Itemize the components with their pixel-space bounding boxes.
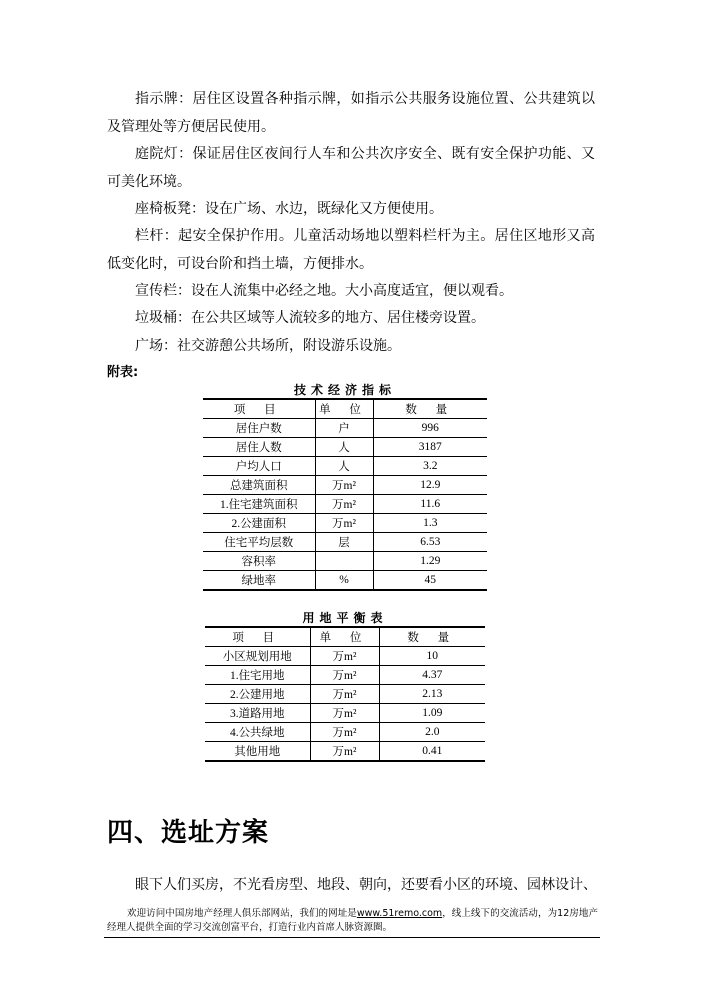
table-cell: 万m² xyxy=(310,666,379,685)
paragraph-plaza: 广场：社交游憩公共场所，附设游乐设施。 xyxy=(135,338,401,354)
table-cell: 户均人口 xyxy=(203,457,315,476)
table-cell: 6.53 xyxy=(373,533,487,552)
table-cell: 3.2 xyxy=(373,457,487,476)
footer-text-before: 欢迎访问中国房地产经理人俱乐部网站，我们的网址是 xyxy=(127,908,357,919)
table-cell: 居住户数 xyxy=(203,419,315,438)
table-row xyxy=(205,723,485,742)
table-title-land-use-balance: 用地平衡表 xyxy=(302,611,388,625)
table-cell: 绿地率 xyxy=(203,571,315,591)
table-row xyxy=(205,647,485,666)
table-row xyxy=(205,685,485,704)
table-cell: 万m² xyxy=(315,476,373,495)
footer-note xyxy=(107,907,598,935)
footer-text-after: ，线上线下的交流活动，为12房地产经理人提供全面的学习交流创富平台，打造行业内首席人脉资源圈。 xyxy=(107,908,598,933)
table-cell: 4.37 xyxy=(379,666,485,685)
table-cell: 11.6 xyxy=(373,495,487,514)
table-cell: 4.公共绿地 xyxy=(205,723,310,742)
table-header-row xyxy=(203,399,487,419)
paragraph-signage: 指示牌：居住区设置各种指示牌，如指示公共服务设施位置、公共建筑以及管理处等方便居民使用。 xyxy=(107,91,595,135)
table-row xyxy=(205,742,485,762)
table-header-cell: 数 量 xyxy=(373,399,487,419)
table-cell: 0.41 xyxy=(379,742,485,762)
section-heading: 四、选址方案 xyxy=(107,818,270,848)
table-cell: 其他用地 xyxy=(205,742,310,762)
paragraph-railings: 栏杆：起安全保护作用。儿童活动场地以塑料栏杆为主。居住区地形又高低变化时，可设台阶和挡土墙，方便排水。 xyxy=(107,228,595,272)
table-cell: 万m² xyxy=(315,495,373,514)
table-cell: 万m² xyxy=(310,742,379,762)
table-cell: 小区规划用地 xyxy=(205,647,310,666)
table-cell: 万m² xyxy=(310,723,379,742)
table-cell: 2.13 xyxy=(379,685,485,704)
table-cell: 万m² xyxy=(310,704,379,723)
table-row xyxy=(203,457,487,476)
table-header-cell: 项 目 xyxy=(205,627,310,647)
body-paragraph: 眼下人们买房，不光看房型、地段、朝向，还要看小区的环境、园林设计、 xyxy=(135,877,597,893)
paragraph-courtyard-lights: 庭院灯：保证居住区夜间行人车和公共次序安全、既有安全保护功能、又可美化环境。 xyxy=(107,146,595,190)
table-row xyxy=(203,495,487,514)
table-cell: 万m² xyxy=(310,647,379,666)
table-cell: 万m² xyxy=(310,685,379,704)
table-cell: 万m² xyxy=(315,514,373,533)
table-cell: 人 xyxy=(315,457,373,476)
appendix-label: 附表: xyxy=(107,365,139,380)
table-row xyxy=(203,514,487,533)
table-cell: 45 xyxy=(373,571,487,591)
table-row xyxy=(203,571,487,591)
table-cell: 容积率 xyxy=(203,552,315,571)
table-cell: 层 xyxy=(315,533,373,552)
table-title-economic-indicators: 技术经济指标 xyxy=(293,383,396,397)
table-cell: 居住人数 xyxy=(203,438,315,457)
table-header-cell: 单 位 xyxy=(310,627,379,647)
table-row xyxy=(205,704,485,723)
table-row xyxy=(203,419,487,438)
table-row xyxy=(203,533,487,552)
table-cell: 1.29 xyxy=(373,552,487,571)
footer-website-link[interactable]: www.51remo.com xyxy=(356,908,443,919)
table-cell: 2.公建用地 xyxy=(205,685,310,704)
table-cell: 1.09 xyxy=(379,704,485,723)
table-header-cell: 数 量 xyxy=(379,627,485,647)
table-cell: 总建筑面积 xyxy=(203,476,315,495)
table-row xyxy=(203,476,487,495)
table-cell: % xyxy=(315,571,373,591)
table-cell: 2.0 xyxy=(379,723,485,742)
table-cell: 12.9 xyxy=(373,476,487,495)
paragraph-benches: 座椅板凳：设在广场、水边，既绿化又方便使用。 xyxy=(135,201,443,217)
table-header-cell: 项 目 xyxy=(203,399,315,419)
paragraph-trash-bins: 垃圾桶：在公共区域等人流较多的地方、居住楼旁设置。 xyxy=(135,310,485,326)
table-cell: 3187 xyxy=(373,438,487,457)
table-row xyxy=(205,666,485,685)
table-row xyxy=(203,438,487,457)
land-use-balance-table xyxy=(205,626,485,762)
table-header-row xyxy=(205,627,485,647)
table-cell: 3.道路用地 xyxy=(205,704,310,723)
table-cell: 10 xyxy=(379,647,485,666)
table-cell: 1.住宅用地 xyxy=(205,666,310,685)
table-cell xyxy=(315,552,373,571)
paragraph-bulletin-board: 宣传栏：设在人流集中必经之地。大小高度适宜，便以观看。 xyxy=(135,283,513,299)
table-cell: 1.住宅建筑面积 xyxy=(203,495,315,514)
table-cell: 人 xyxy=(315,438,373,457)
footer-divider xyxy=(104,937,600,938)
table-row xyxy=(203,552,487,571)
table-cell: 住宅平均层数 xyxy=(203,533,315,552)
table-cell: 1.3 xyxy=(373,514,487,533)
table-cell: 户 xyxy=(315,419,373,438)
table-cell: 2.公建面积 xyxy=(203,514,315,533)
table-header-cell: 单 位 xyxy=(315,399,373,419)
table-cell: 996 xyxy=(373,419,487,438)
economic-indicators-table xyxy=(203,398,487,591)
